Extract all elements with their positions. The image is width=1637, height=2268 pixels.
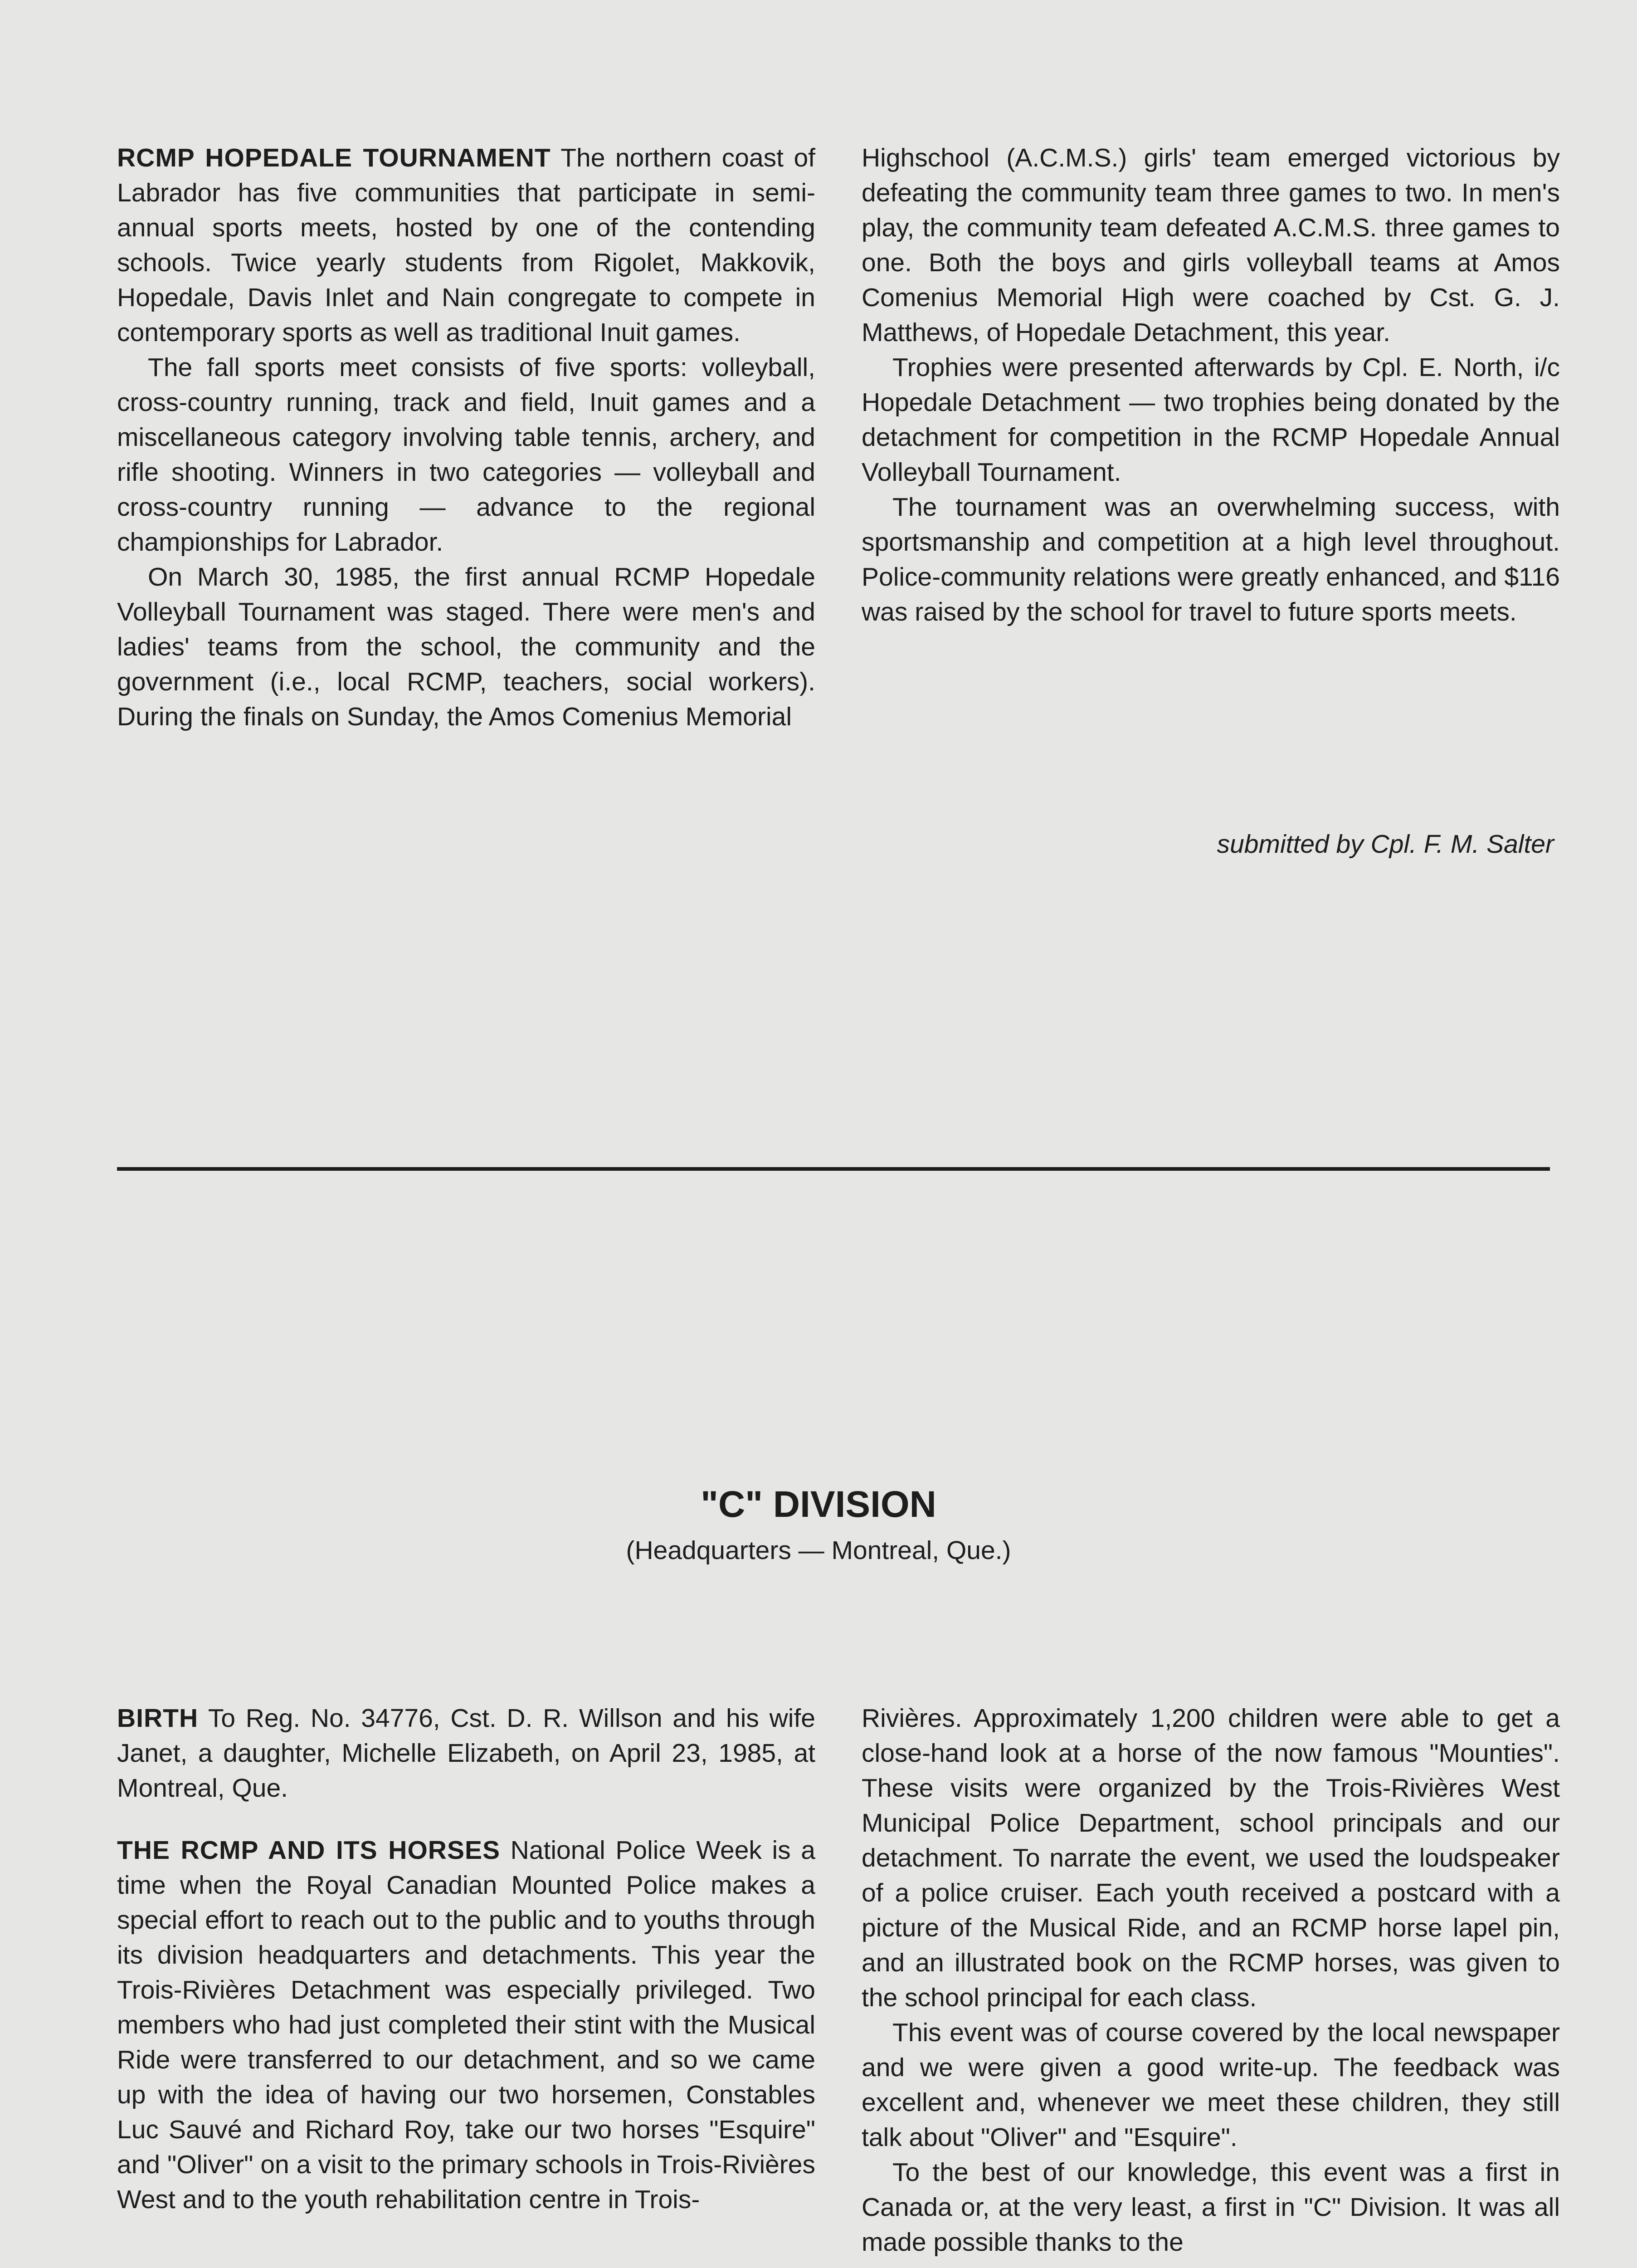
hopedale-article-column-1 — [117, 141, 815, 734]
hopedale-paragraph-5: Trophies were presented afterwards by Cpl. E. North, i/c Hopedale Detachment — two trophies being donated by the detachment for competition in the RCMP Hopedale Annual Volleyball Tournament. — [862, 353, 1560, 487]
horses-paragraph-4: To the best of our knowledge, this event was a first in Canada or, at the very least, a first in "C" Division. It was all made possible thanks to the — [862, 2158, 1560, 2257]
horses-paragraph-1-text: National Police Week is a time when the Royal Canadian Mounted Police makes a special effort to reach out to the public and to youths through its division headquarters and detachments. This year the Trois-Rivières Detachment was especially privileged. Two members who had just completed their stint with the Musical Ride were transferred to our detachment, and so we came up with the idea of having our two horsemen, Constables Luc Sauvé and Richard Roy, take our two horses "Esquire" and "Oliver" on a visit to the primary schools in Trois-Rivières West and to the youth rehabilitation centre in Trois- — [117, 1836, 815, 2214]
division-column-1 — [117, 1701, 815, 2217]
section-divider-rule — [117, 1167, 1550, 1171]
hopedale-paragraph-3: On March 30, 1985, the first annual RCMP Hopedale Volleyball Tournament was staged. There were men's and ladies' teams from the school, the community and the government (i.e., local RCMP, teachers, social workers). During the finals on Sunday, the Amos Comenius Memorial — [117, 562, 815, 731]
birth-notice — [117, 1701, 815, 1806]
hopedale-article-column-2 — [862, 141, 1560, 630]
hopedale-heading: RCMP HOPEDALE TOURNAMENT — [117, 143, 551, 172]
hopedale-paragraph-1 — [117, 141, 815, 350]
horses-paragraph-2: Rivières. Approximately 1,200 children were able to get a close-hand look at a horse of the now famous "Mounties". These visits were organized by the Trois-Rivières West Municipal Police Department, school principals and our detachment. To narrate the event, we used the loudspeaker of a police cruiser. Each youth received a postcard with a picture of the Musical Ride, and an RCMP horse lapel pin, and an illustrated book on the RCMP horses, was given to the school principal for each class. — [862, 1704, 1560, 2012]
spacer — [117, 1806, 815, 1833]
hopedale-paragraph-6: The tournament was an overwhelming success, with sportsmanship and competition at a high level throughout. Police-community relations were greatly enhanced, and $116 was raised by the school for travel to future sports meets. — [862, 493, 1560, 626]
division-subtitle: (Headquarters — Montreal, Que.) — [626, 1536, 1011, 1565]
birth-text: To Reg. No. 34776, Cst. D. R. Willson and his wife Janet, a daughter, Michelle Elizabeth, on April 23, 1985, at Montreal, Que. — [117, 1704, 815, 1803]
horses-heading: THE RCMP AND ITS HORSES — [117, 1836, 501, 1865]
hopedale-paragraph-1-text: The northern coast of Labrador has five communities that participate in semi-annual sports meets, hosted by one of the contending schools. Twice yearly students from Rigolet, Makkovik, Hopedale, Davis Inlet and Nain congregate to compete in contemporary sports as well as traditional Inuit games. — [117, 143, 815, 347]
hopedale-paragraph-2: The fall sports meet consists of five sports: volleyball, cross-country running, track and field, Inuit games and a miscellaneous category involving table tennis, archery, and rifle shooting. Winners in two categories — volleyball and cross-country running — advance to the regional championships for Labrador. — [117, 353, 815, 557]
horses-paragraph-3: This event was of course covered by the local newspaper and we were given a good write-up. The feedback was excellent and, whenever we meet these children, they still talk about "Oliver" and "Esquire". — [862, 2018, 1560, 2152]
hopedale-paragraph-4: Highschool (A.C.M.S.) girls' team emerged victorious by defeating the community team three games to two. In men's play, the community team defeated A.C.M.S. three games to one. Both the boys and girls volleyball teams at Amos Comenius Memorial High were coached by Cst. G. J. Matthews, of Hopedale Detachment, this year. — [862, 143, 1560, 347]
article-signature: submitted by Cpl. F. M. Salter — [1217, 830, 1554, 859]
division-title: "C" DIVISION — [701, 1484, 936, 1525]
division-column-2 — [862, 1701, 1560, 2260]
horses-paragraph-1 — [117, 1833, 815, 2217]
birth-heading: BIRTH — [117, 1704, 199, 1733]
